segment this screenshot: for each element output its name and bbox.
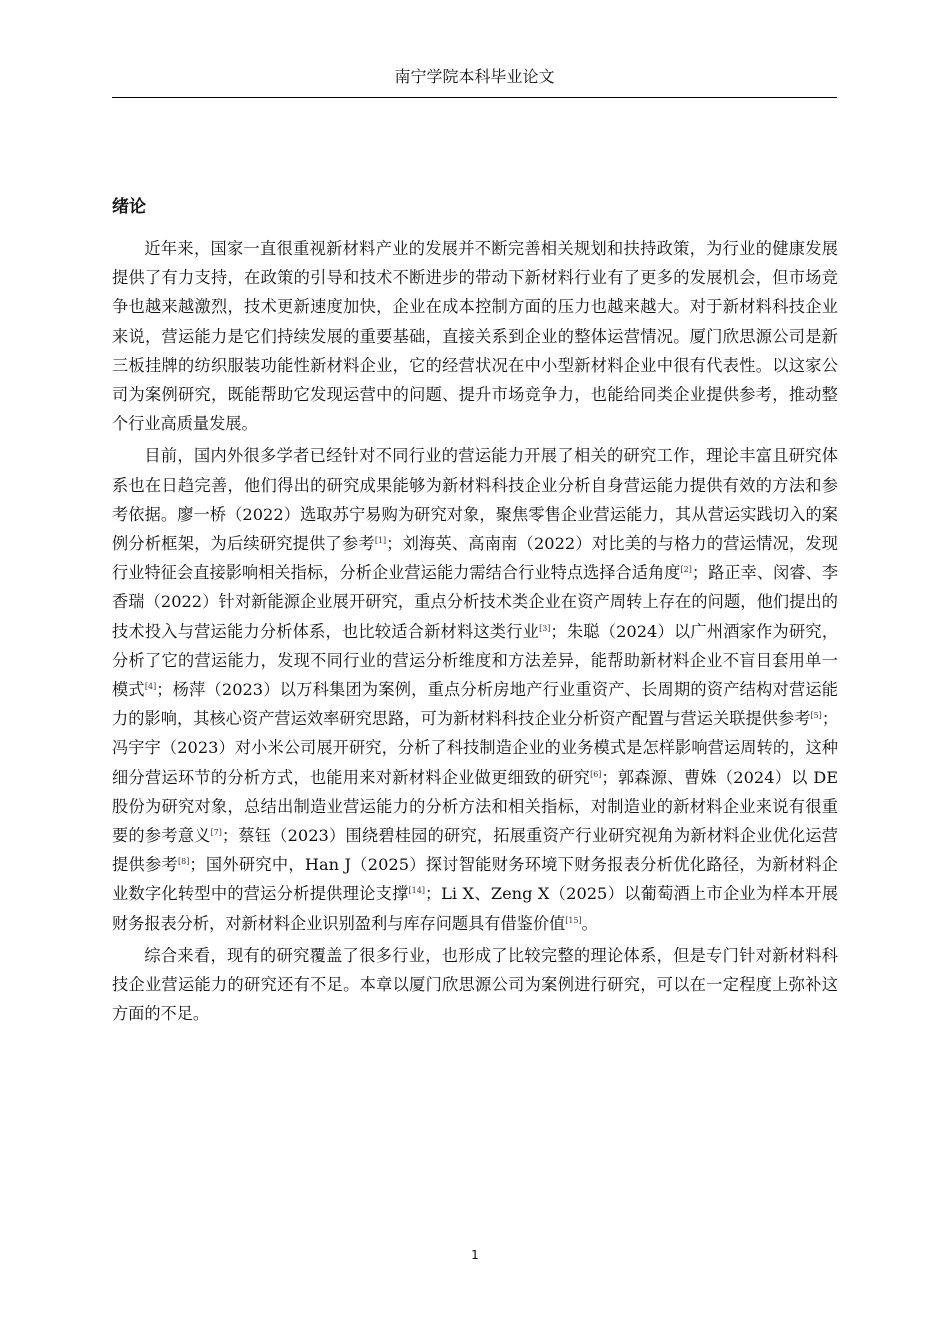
paragraph-text: ；刘海英、高南南（2022）对比美的与格力的营运情况，发现行业特征会直接影响相关指标，分析企业营运能力需结合行业特点选择合适角度 — [112, 534, 838, 583]
paragraph-text: ；蔡钰（2023）围绕碧桂园的研究，拓展重资产行业研究视角为新材料企业优化运营提供参考 — [112, 826, 838, 875]
paragraph — [112, 441, 838, 937]
citation-ref[interactable]: [14] — [408, 886, 425, 896]
citation-ref[interactable]: [8] — [178, 857, 190, 867]
citation-ref[interactable]: [2] — [680, 565, 692, 575]
paragraph-text: ；郭森源、曹姝（2024）以 DE 股份为研究对象，总结出制造业营运能力的分析方法和相关指标，对制造业的新材料企业来说有很重要的参考意义 — [112, 767, 839, 846]
citation-ref[interactable]: [5] — [810, 711, 822, 721]
citation-ref[interactable]: [4] — [144, 682, 157, 692]
section-title: 绪论 — [112, 197, 146, 217]
paragraph-text: 综合来看，现有的研究覆盖了很多行业，也形成了比较完整的理论体系，但是专门针对新材料科技企业营运能力的研究还有不足。本章以厦门欣思源公司为案例进行研究，可以在一定程度上弥补这方面的不足。 — [112, 945, 838, 1024]
paragraph-text: 。 — [581, 913, 598, 933]
citation-ref[interactable]: [1] — [374, 536, 387, 546]
paragraph-text: ；杨萍（2023）以万科集团为案例，重点分析房地产行业重资产、长周期的资产结构对营运能力的影响，其核心资产营运效率研究思路，可为新材料科技企业分析资产配置与营运关联提供参考 — [112, 680, 838, 729]
page-number: 1 — [471, 1248, 479, 1262]
paragraph-text: 近年来，国家一直很重视新材料产业的发展并不断完善相关规划和扶持政策，为行业的健康发展提供了有力支持，在政策的引导和技术不断进步的带动下新材料行业有了更多的发展机会，但市场竞争也越来越激烈，技术更新速度加快，企业在成本控制方面的压力也越来越大。对于新材料科技企业来说，营运能力是它们持续发展的重要基础，直接关系到企业的整体运营情况。厦门欣思源公司是新三板挂牌的纺织服装功能性新材料企业，它的经营状况在中小型新材料企业中很有代表性。以这家公司为案例研究，既能帮助它发现运营中的问题、提升市场竞争力，也能给同类企业提供参考，推动整个行业高质量发展。 — [112, 239, 838, 434]
body-text — [112, 234, 838, 1031]
citation-ref[interactable]: [15] — [565, 915, 582, 925]
header-title: 南宁学院本科毕业论文 — [394, 67, 555, 86]
citation-ref[interactable]: [7] — [210, 828, 222, 838]
page-header — [112, 66, 837, 98]
paragraph-text: ；路正幸、闵睿、李香瑞（2022）针对新能源企业展开研究，重点分析技术类企业在资产周转上存在的问题，他们提出的技术投入与营运能力分析体系，也比较适合新材料这类行业 — [112, 563, 839, 641]
citation-ref[interactable]: [3] — [539, 623, 551, 633]
paragraph-text: ；朱聪（2024）以广州酒家作为研究，分析了它的营运能力，发现不同行业的营运分析维度和方法差异，能帮助新材料企业不盲目套用单一模式 — [112, 621, 839, 700]
paragraph-text: 目前，国内外很多学者已经针对不同行业的营运能力开展了相关的研究工作，理论丰富且研究体系也在日趋完善，他们得出的研究成果能够为新材料科技企业分析自身营运能力提供有效的方法和参考依据。廖一桥（2022）选取苏宁易购为研究对象，聚焦零售企业营运能力，其从营运实践切入的案例分析框架，为后续研究提供了参考 — [112, 446, 838, 554]
paragraph-text: ；冯宇宇（2023）对小米公司展开研究，分析了科技制造企业的业务模式是怎样影响营运周转的，这种细分营运环节的分析方式，也能用来对新材料企业做更细致的研究 — [112, 709, 838, 787]
paragraph — [112, 234, 838, 438]
paragraph-text: ；国外研究中，Han J（2025）探讨智能财务环境下财务报表分析优化路径，为新材料企业数字化转型中的营运分析提供理论支撑 — [112, 855, 838, 904]
paragraph — [112, 941, 838, 1029]
citation-ref[interactable]: [6] — [590, 769, 602, 779]
paragraph-text: ；Li X、Zeng X（2025）以葡萄酒上市企业为样本开展财务报表分析，对新材料企业识别盈利与库存问题具有借鉴价值 — [112, 884, 839, 933]
